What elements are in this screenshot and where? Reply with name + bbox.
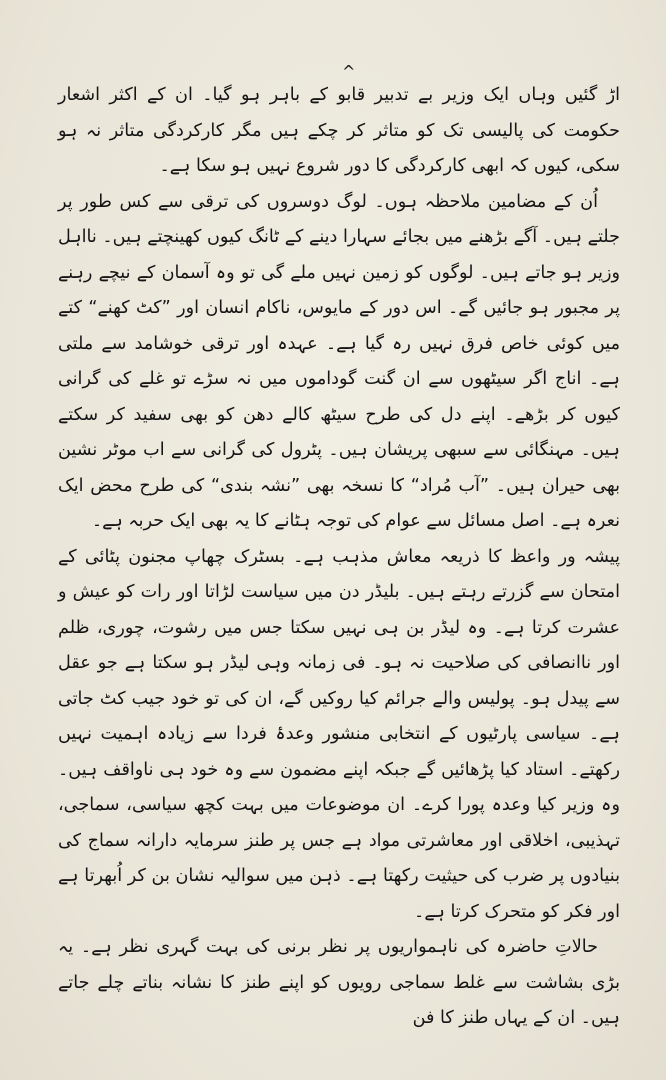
insertion-caret-mark: ^ [342,62,356,81]
paragraph-4: حالاتِ حاضرہ کی ناہمواریوں پر نظر برنی کی بہت گہری نظر ہے۔ یہ بڑی بشاشت سے غلط سماجی رویوں کو اپنے طنز کا نشانہ بناتے چلے جاتے ہیں۔ ان کے یہاں طنز کا فن [58,937,620,1028]
paragraph-2: اُن کے مضامین ملاحظہ ہوں۔ لوگ دوسروں کی ترقی سے کس طور پر جلتے ہیں۔ آگے بڑھنے میں بجائے سہارا دینے کے ٹانگ کیوں کھینچتے ہیں۔ نااہل وزیر ہو جاتے ہیں۔ لوگوں کو زمین نہیں ملے گی تو وہ آسمان کے نیچے رہنے پر مجبور ہو جائیں گے۔ اس دور کے مایوس، ناکام انسان اور ”کٹ کھنے“ کتے میں کوئی خاص فرق نہیں رہ گیا ہے۔ عہدہ اور ترقی خوشامد سے ملتی ہے۔ اناج اگر سیٹھوں سے ان گنت گوداموں میں نہ سڑے تو غلے کی گرانی کیوں کر بڑھے۔ اپنے دل کی طرح سیٹھ کالے دھن کو بھی سفید کر سکتے ہیں۔ مہنگائی سے سبھی پریشان ہیں۔ پٹرول کی گرانی سے اب موٹر نشین بھی حیران ہیں۔ ”آب مُراد“ کا نسخہ بھی ”نشہ بندی“ کی طرح محض ایک نعرہ ہے۔ اصل مسائل سے عوام کی توجہ ہٹانے کا یہ بھی ایک حربہ ہے۔ [58,191,620,531]
paragraph-1: اڑ گئیں وہاں ایک وزیر بے تدبیر قابو کے باہر ہو گیا۔ ان کے اکثر اشعار حکومت کی پالیسی تک کو متاثر کر چکے ہیں مگر کارکردگی متاثر نہ ہو سکی، کیوں کہ ابھی کارکردگی کا دور شروع نہیں ہو سکا ہے۔ [58,85,620,176]
paragraph-3: پیشہ ور واعظ کا ذریعہ معاش مذہب ہے۔ بسٹرک چھاپ مجنون پٹائی کے امتحان سے گزرتے رہتے ہیں۔ بلیڈر دن میں سیاست لڑاتا اور رات کو عیش و عشرت کرتا ہے۔ وہ لیڈر بن ہی نہیں سکتا جس میں رشوت، چوری، ظلم اور ناانصافی کی صلاحیت نہ ہو۔ فی زمانہ وہی لیڈر ہو سکتا ہے جو عقل سے پیدل ہو۔ پولیس والے جرائم کیا روکیں گے، ان کی تو خود جیب کٹ جاتی ہے۔ سیاسی پارٹیوں کے انتخابی منشور وعدۂ فردا سے زیادہ اہمیت نہیں رکھتے۔ استاد کیا پڑھائیں گے جبکہ اپنے مضمون سے وہ خود ہی ناواقف ہیں۔ وہ وزیر کیا وعدہ پورا کرے۔ ان موضوعات میں بہت کچھ سیاسی، سماجی، تہذیبی، اخلاقی اور معاشرتی مواد ہے جس پر طنز سرمایہ دارانہ سماج کی بنیادوں پر ضرب کی حیثیت رکھتا ہے۔ ذہن میں سوالیہ نشان بن کر اُبھرتا ہے اور فکر کو متحرک کرتا ہے۔ [58,546,620,922]
body-text [58,78,620,1037]
